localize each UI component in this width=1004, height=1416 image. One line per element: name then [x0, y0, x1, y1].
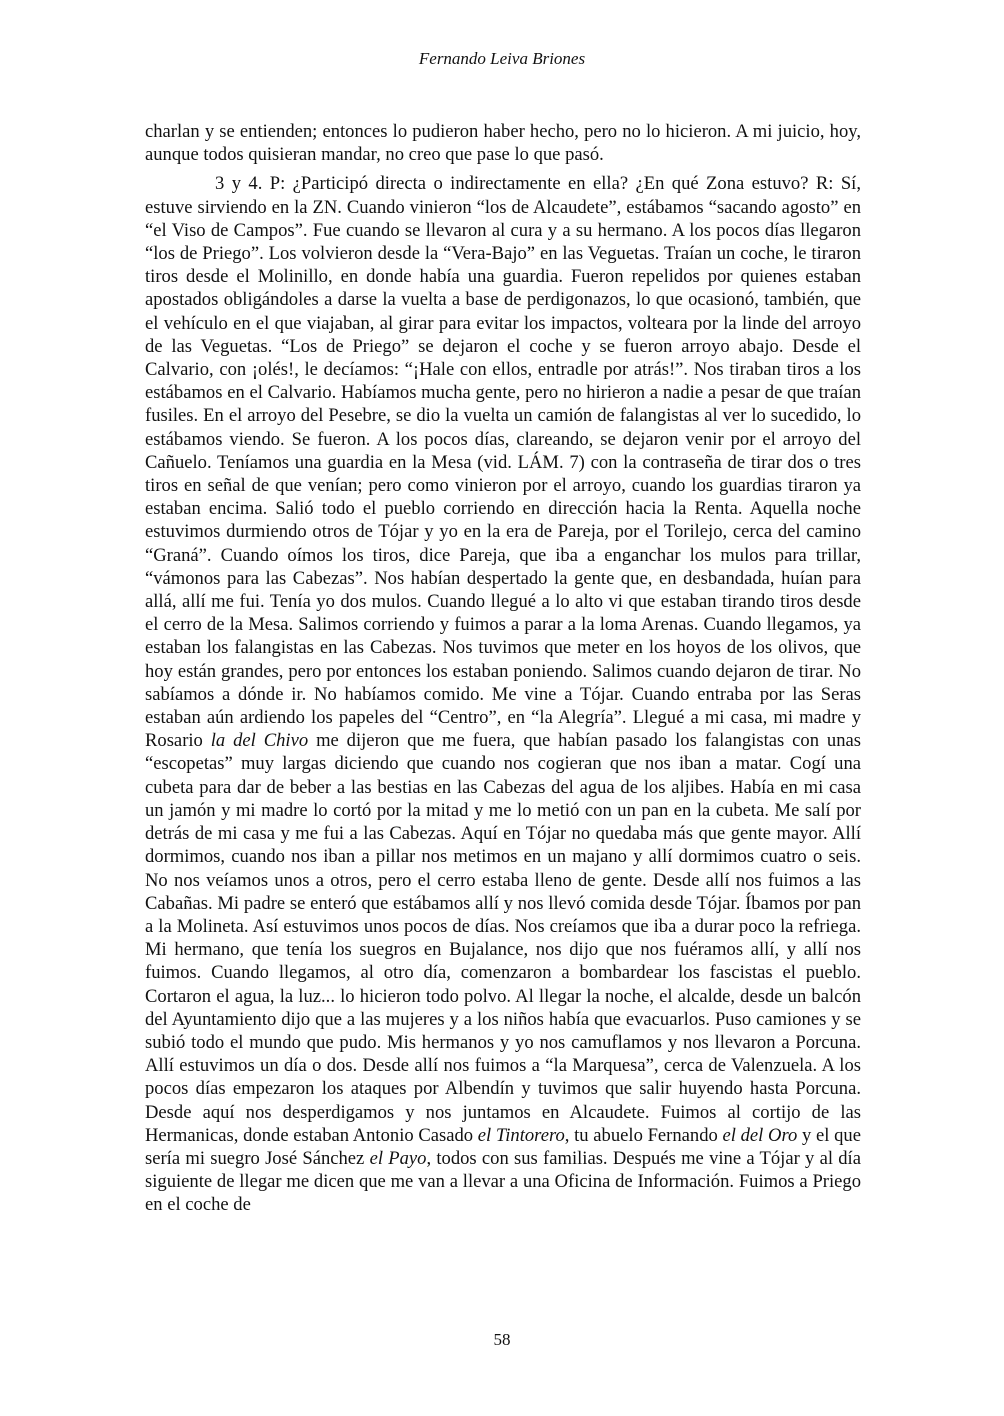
paragraph-2-text-d: y el que sería mi suegro José Sánchez	[145, 1124, 861, 1169]
nickname-el-tintorero: el Tintorero	[477, 1124, 565, 1146]
paragraph-1: charlan y se entienden; entonces lo pudieron haber hecho, pero no lo hicieron. A mi juicio, hoy, aunque todos quisieran mandar, no creo que pase lo que pasó.	[145, 121, 861, 166]
paragraph-2-text-e: , todos con sus familias. Después me vine a Tójar y al día siguiente de llegar me dicen que me van a llevar a una Oficina de Información. Fuimos a Priego en el coche de	[145, 1147, 861, 1216]
paragraph-2	[145, 172, 861, 1216]
nickname-el-del-oro: el del Oro	[722, 1124, 798, 1146]
running-header-author: Fernando Leiva Briones	[418, 49, 586, 68]
paragraph-2-text-b: me dijeron que me fuera, que habían pasado los falangistas con unas “escopetas” muy largas diciendo que cuando nos cogieran que nos iban a matar. Cogí una cubeta para dar de beber a las bestias en las Cabezas del agua de los aljibes. Había en mi casa un jamón y mi madre lo cortó por la mitad y me lo metió con un pan en la cubeta. Me salí por detrás de mi casa y me fui a las Cabezas. Aquí en Tójar no quedaba más que gente mayor. Allí dormimos, cuando nos iban a pillar nos metimos en un majano y allí dormimos cuatro o seis. No nos veíamos unos a otros, pero el cerro estaba lleno de gente. Desde allí nos fuimos a las Cabañas. Mi padre se enteró que estábamos allí y nos llevó comida desde Tójar. Íbamos por pan a la Molineta. Así estuvimos unos pocos de días. Nos creíamos que iba a durar poco la refriega. Mi hermano, que tenía los suegros en Bujalance, nos dijo que nos fuéramos allí, y allí nos fuimos. Cuando llegamos, al otro día, comenzaron a bombardear los fascistas el pueblo. Cortaron el agua, la luz... lo hicieron todo polvo. Al llegar la noche, el alcalde, desde un balcón del Ayuntamiento dijo que a las mujeres y a los niños había que evacuarlos. Puso camiones y se subió todo el mundo que pudo. Mis hermanos y yo nos camuflamos y nos llevaron a Porcuna. Allí estuvimos un día o dos. Desde allí nos fuimos a “la Marquesa”, cerca de Valenzuela. A los pocos días empezaron los ataques por Albendín y tuvimos que salir huyendo hasta Porcuna. Desde aquí nos desperdigamos y nos juntamos en Alcaudete. Fuimos al cortijo de las Hermanicas, donde estaban Antonio Casado	[145, 730, 861, 1146]
paragraph-2-text-a: 3 y 4. P: ¿Participó directa o indirectamente en ella? ¿En qué Zona estuvo? R: Sí, estuve sirviendo en la ZN. Cuando vinieron “los de Alcaudete”, estábamos “sacando agosto” en “el Viso de Campos”. Fue cuando se llevaron al cura y a su hermano. A los pocos días llegaron “los de Priego”. Los volvieron desde la “Vera-Bajo” en las Veguetas. Traían un coche, le tiraron tiros desde el Molinillo, en donde había una guardia. Fueron repelidos por quienes estaban apostados obligándoles a darse la vuelta a base de perdigonazos, lo que ocasionó, también, que el vehículo en el que viajaban, al girar para evitar los impactos, volteara por la linde del arroyo de las Veguetas. “Los de Priego” se dejaron el coche y se fueron arroyo abajo. Desde el Calvario, con ¡olés!, le decíamos: “¡Hale con ellos, entradle por atrás!”. Nos tiraban tiros a los estábamos en el Calvario. Habíamos mucha gente, pero no hirieron a nadie a pesar de que traían fusiles. En el arroyo del Pesebre, se dio la vuelta un camión de falangistas al ver lo sucedido, lo estábamos viendo. Se fueron. A los pocos días, clareando, se dejaron venir por el arroyo del Cañuelo. Teníamos una guardia en la Mesa (vid. LÁM. 7) con la contraseña de tirar dos o tres tiros en señal de que venían; pero como vinieron por el arroyo, cuando los guardias tiraron ya estaban encima. Salió todo el pueblo corriendo en dirección hacia la Renta. Aquella noche estuvimos durmiendo otros de Tójar y yo en la era de Pareja, por el Torilejo, cerca del camino “Graná”. Cuando oímos los tiros, dice Pareja, que iba a enganchar los mulos para trillar, “vámonos para las Cabezas”. Nos habían despertado la gente que, en desbandada, huían para allá, allí me fui. Tenía yo dos mulos. Cuando llegué a lo alto vi que estaban tirando tiros desde el cerro de la Mesa. Salimos corriendo y fuimos a parar a la loma Arenas. Cuando llegamos, ya estaban los falangistas en las Cabezas. Nos tuvimos que meter en los hoyos de los olivos, que hoy están grandes, pero por entonces los estaban poniendo. Salimos cuando dejaron de tirar. No sabíamos a dónde ir. No habíamos comido. Me vine a Tójar. Cuando entraba por las Seras estaban aún ardiendo los papeles del “Centro”, en “la Alegría”. Llegué a mi casa, mi madre y Rosario	[145, 173, 861, 752]
page-number: 58	[493, 1330, 511, 1349]
nickname-la-del-chivo: la del Chivo	[210, 730, 309, 752]
body-text	[145, 120, 861, 1217]
nickname-el-payo: el Payo	[369, 1147, 427, 1169]
paragraph-2-text-c: , tu abuelo Fernando	[564, 1124, 718, 1146]
